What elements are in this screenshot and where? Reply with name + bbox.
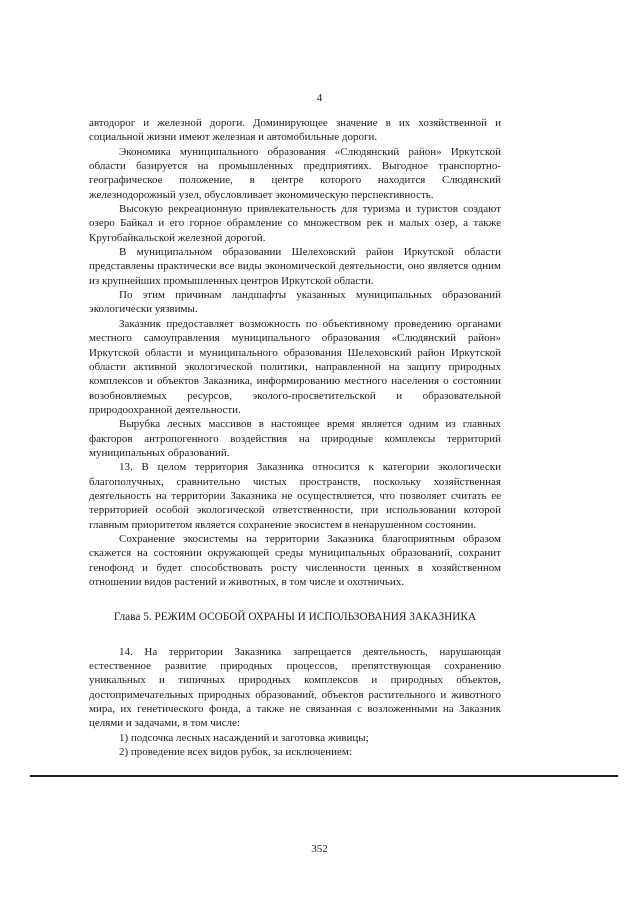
page-separator-line: [30, 775, 618, 777]
paragraph-reserve-opportunity: Заказник предоставляет возможность по объективному проведению органами местного самоуправления муниципального образования «Слюдянский район» Иркутской области и муниципального образования Шелеховский район Иркутской области активной экологической политики, направленной на защиту природных комплексов и объектов Заказника, информированию местного населения о состоянии возобновляемых ресурсов, эколого-просветительской и образовательной природоохранной деятельности.: [89, 317, 501, 416]
document-body: [89, 116, 501, 759]
paragraph-landscape-vulnerability: По этим причинам ландшафты указанных муниципальных образований экологически уязвимы.: [89, 289, 501, 316]
paragraph-economy-slyudyanka: Экономика муниципального образования «Слюдянский район» Иркутской области базируется на промышленных предприятиях. Выгодное транспортно-географическое положение, в центре которого находится Слюдянский железнодорожный узел, обусловливает экономическую перспективность.: [89, 145, 501, 201]
list-item-2: 2) проведение всех видов рубок, за исключением:: [119, 746, 352, 759]
paragraph-roads-continuation: автодорог и железной дороги. Доминирующее значение в их хозяйственной и социальной жизни имеют железная и автомобильные дороги.: [89, 117, 501, 144]
paragraph-economy-shelekhov: В муниципальном образовании Шелеховский район Иркутской области представлены практически все виды экономической деятельности, оно является одним из крупнейших промышленных центров Иркутской области.: [89, 246, 501, 287]
paragraph-13-ecological-status: 13. В целом территория Заказника относится к категории экологически благополучных, сравнительно чистых пространств, поскольку хозяйственная деятельность на территории Заказника не осуществляется, что позволяет считать ее территорией особой экологической ответственности, при использовании которой главным приоритетом является сохранение экосистем в ненарушенном состоянии.: [89, 461, 501, 531]
page-number-footer: 352: [311, 843, 328, 855]
page-number-header: 4: [316, 92, 323, 104]
list-item-1: 1) подсочка лесных насаждений и заготовка живицы;: [119, 731, 369, 744]
chapter-5-heading: Глава 5. РЕЖИМ ОСОБОЙ ОХРАНЫ И ИСПОЛЬЗОВАНИЯ ЗАКАЗНИКА: [113, 611, 477, 624]
paragraph-logging: Вырубка лесных массивов в настоящее время является одним из главных факторов антропогенного воздействия на природные комплексы территорий муниципальных образований.: [89, 418, 501, 459]
paragraph-14-prohibitions: 14. На территории Заказника запрещается деятельность, нарушающая естественное развитие природных процессов, препятствующая сохранению уникальных и типичных природных комплексов и природных объектов, достопримечательных природных образований, объектов растительного и животного мира, их генетического фонда, а также не связанная с возложенными на Заказник целями и задачами, в том числе:: [89, 645, 501, 730]
paragraph-recreation: Высокую рекреационную привлекательность для туризма и туристов создают озеро Байкал и его горное обрамление со множеством рек и малых озер, а также Кругобайкальской железной дорогой.: [89, 203, 501, 244]
paragraph-ecosystem-preservation: Сохранение экосистемы на территории Заказника благоприятным образом скажется на состоянии окружающей среды муниципальных образований, сохранит генофонд и будет способствовать росту численности ценных в хозяйственном отношении видов растений и животных, в том числе и охотничьих.: [89, 532, 501, 588]
